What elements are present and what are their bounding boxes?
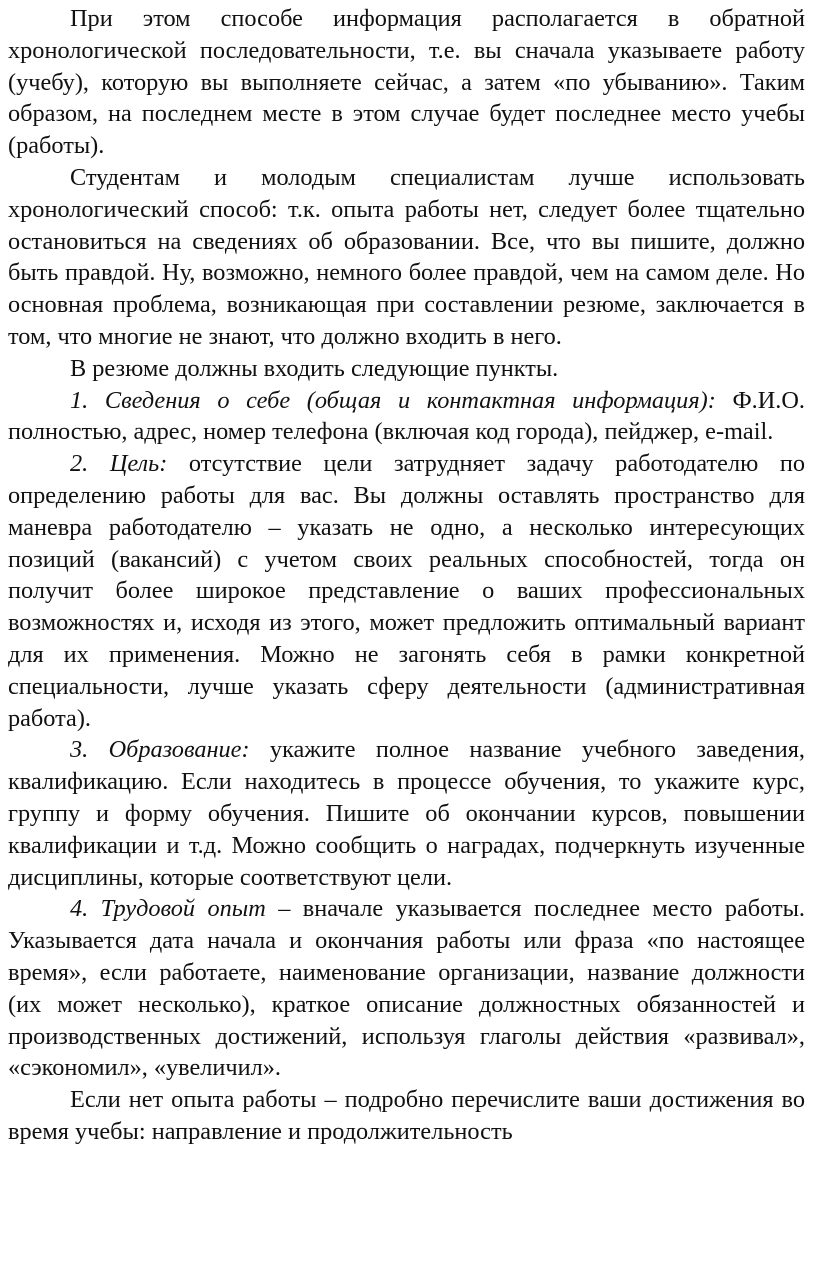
paragraph-students-advice: Студентам и молодым специалистам лучше использовать хронологический способ: т.к. опыта работы нет, следует более тщательно остановиться на сведениях об образовании. Все, что вы пишите, должно быть правдой. Ну, возможно, немного более правдой, чем на самом деле. Но основная проблема, возникающая при составлении резюме, заключается в том, что многие не знают, что должно входить в него. xyxy=(8,163,805,350)
paragraph-resume-items-intro: В резюме должны входить следующие пункты. xyxy=(70,354,559,382)
list-item-education xyxy=(8,734,805,893)
item-heading-personal-info: 1. Сведения о себе (общая и контактная информация): xyxy=(70,386,716,414)
item-heading-education: 3. Образование: xyxy=(70,736,250,764)
item-heading-work-experience: 4. Трудовой опыт xyxy=(70,895,266,923)
item-text-goal: отсутствие цели затрудняет задачу работодателю по определению работы для вас. Вы должны оставлять пространство для маневра работодателю – указать не одно, а несколько интересующих позиций (вакансий) с учетом своих реальных способностей, тогда он получит более широкое представление о ваших профессиональных возможностях и, исходя из этого, может предложить оптимальный вариант для их применения. Можно не загонять себя в рамки конкретной специальности, лучше указать сферу деятельности (административная работа). xyxy=(8,450,805,732)
list-item-work-experience xyxy=(8,893,805,1084)
document-page xyxy=(8,0,805,1148)
item-text-education: укажите полное название учебного заведения, квалификацию. Если находитесь в процессе обучения, то укажите курс, группу и форму обучения. Пишите об окончании курсов, повышении квалификации и т.д. Можно сообщить о наградах, подчеркнуть изученные дисциплины, которые соответствуют цели. xyxy=(8,736,805,891)
list-item-personal-info xyxy=(8,385,805,449)
paragraph-no-experience: Если нет опыта работы – подробно перечислите ваши достижения во время учебы: направление и продолжительность xyxy=(8,1086,805,1145)
item-text-work-experience: – вначале указывается последнее место работы. Указывается дата начала и окончания работы или фраза «по настоящее время», если работаете, наименование организации, название должности (их может несколько), краткое описание должностных обязанностей и производственных достижений, используя глаголы действия «развивал», «сэкономил», «увеличил». xyxy=(8,895,805,1082)
paragraph-reverse-chronology: При этом способе информация располагается в обратной хронологической последовательности, т.е. вы сначала указываете работу (учебу), которую вы выполняете сейчас, а затем «по убыванию». Таким образом, на последнем месте в этом случае будет последнее место учебы (работы). xyxy=(8,5,805,160)
item-heading-goal: 2. Цель: xyxy=(70,450,168,478)
item-text-personal-info: Ф.И.О. полностью, адрес, номер телефона (включая код города), пейджер, e-mail. xyxy=(8,386,805,446)
list-item-goal xyxy=(8,448,805,734)
